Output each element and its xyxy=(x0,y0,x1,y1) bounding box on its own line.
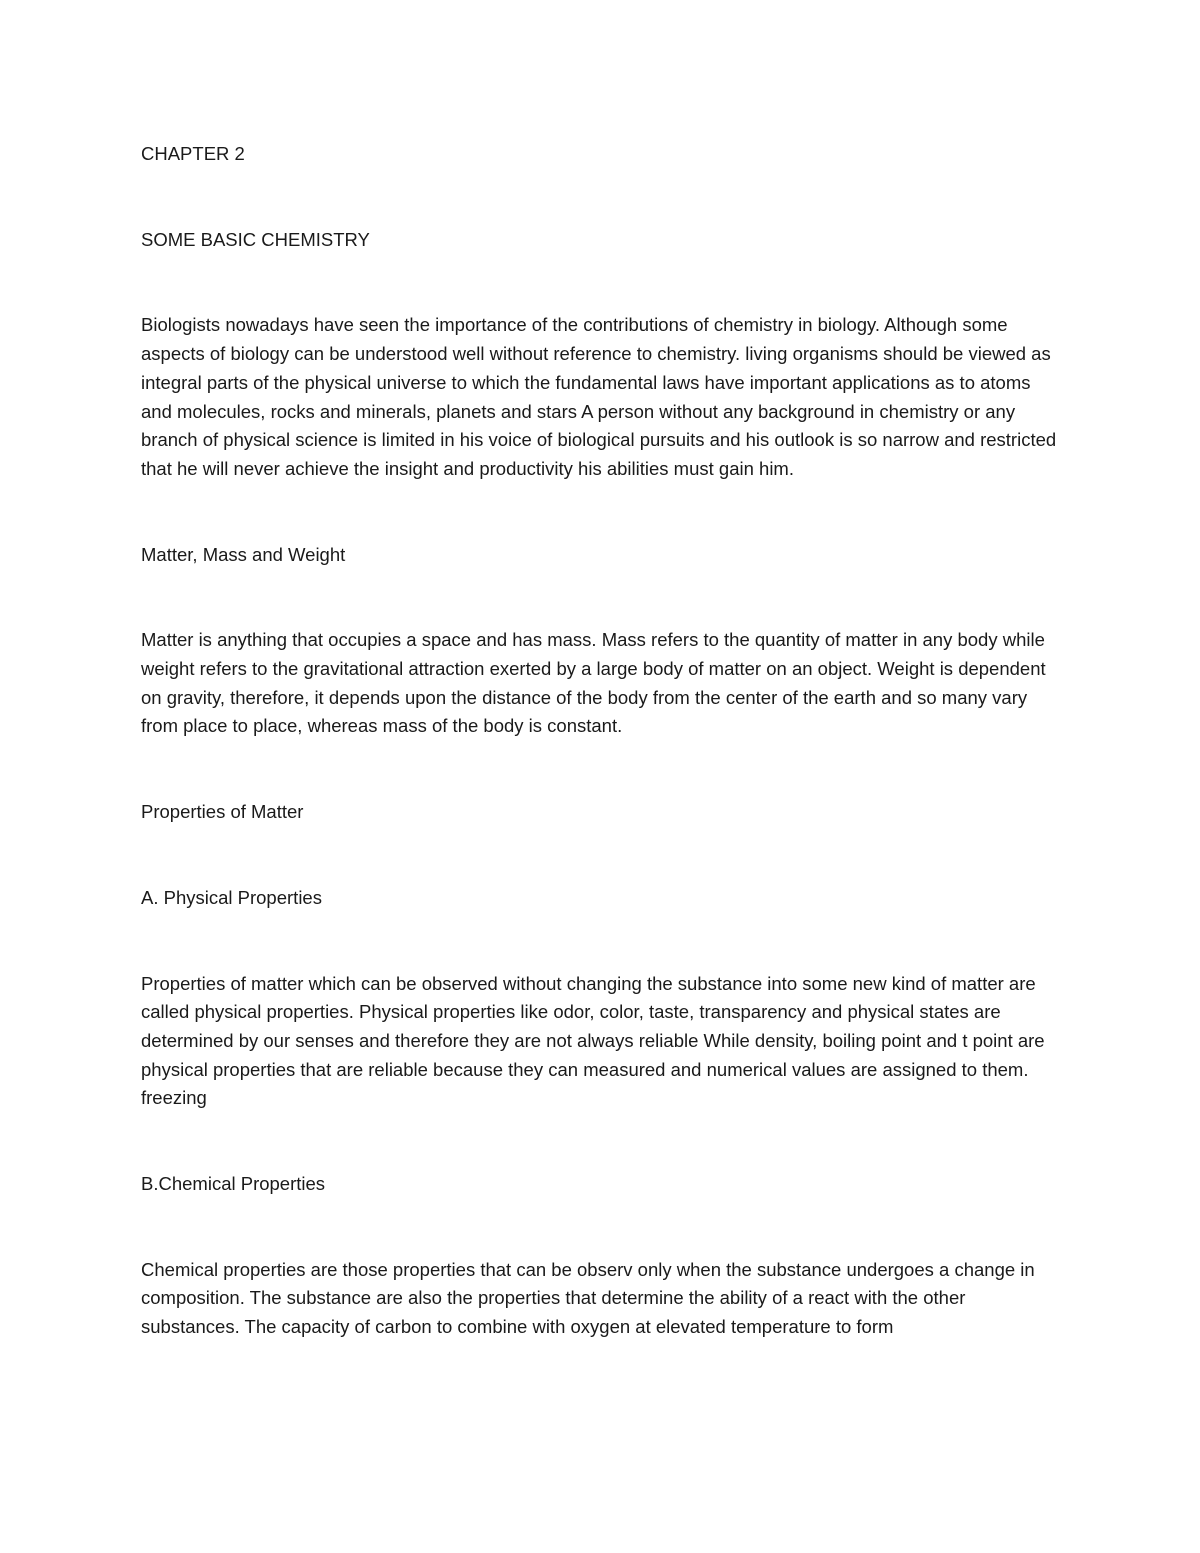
section-heading-matter-mass-weight: Matter, Mass and Weight xyxy=(141,543,346,565)
subsection-heading-chemical-properties: B.Chemical Properties xyxy=(141,1173,326,1195)
chemical-properties-paragraph: Chemical properties are those properties that can be observ only when the substance undergoes a change in composition. The substance are also the properties that determine the ability of a react with the other substances. The capacity of carbon to combine with oxygen at elevated temperature to form xyxy=(141,1258,1035,1338)
subsection-heading-physical-properties: A. Physical Properties xyxy=(141,886,322,908)
physical-properties-paragraph: Properties of matter which can be observed without changing the substance into some new kind of matter are called physical properties. Physical properties like odor, color, taste, transparency and physical states are determined by our senses and therefore they are not always reliable While density, boiling point and t point are physical properties that are reliable because they can measured and numerical values are assigned to them. freezing xyxy=(141,972,1045,1109)
chapter-title: SOME BASIC CHEMISTRY xyxy=(141,228,370,250)
chapter-label: CHAPTER 2 xyxy=(141,143,245,164)
intro-paragraph: Biologists nowadays have seen the importance of the contributions of chemistry in biology. Although some aspects of biology can be understood well without reference to chemistry. living organisms should be viewed as integral parts of the physical universe to which the fundamental laws have important applications as to atoms and molecules, rocks and minerals, planets and stars A person without any background in chemistry or any branch of physical science is limited in his voice of biological pursuits and his outlook is so narrow and restricted that he will never achieve the insight and productivity his abilities must gain him. xyxy=(141,314,1057,479)
section-heading-properties-of-matter: Properties of Matter xyxy=(141,801,304,823)
matter-mass-weight-paragraph: Matter is anything that occupies a space and has mass. Mass refers to the quantity of matter in any body while weight refers to the gravitational attraction exerted by a large body of matter on an object. Weight is dependent on gravity, therefore, it depends upon the distance of the body from the center of the earth and so many vary from place to place, whereas mass of the body is constant. xyxy=(141,629,1046,737)
document-body xyxy=(141,140,1061,1342)
